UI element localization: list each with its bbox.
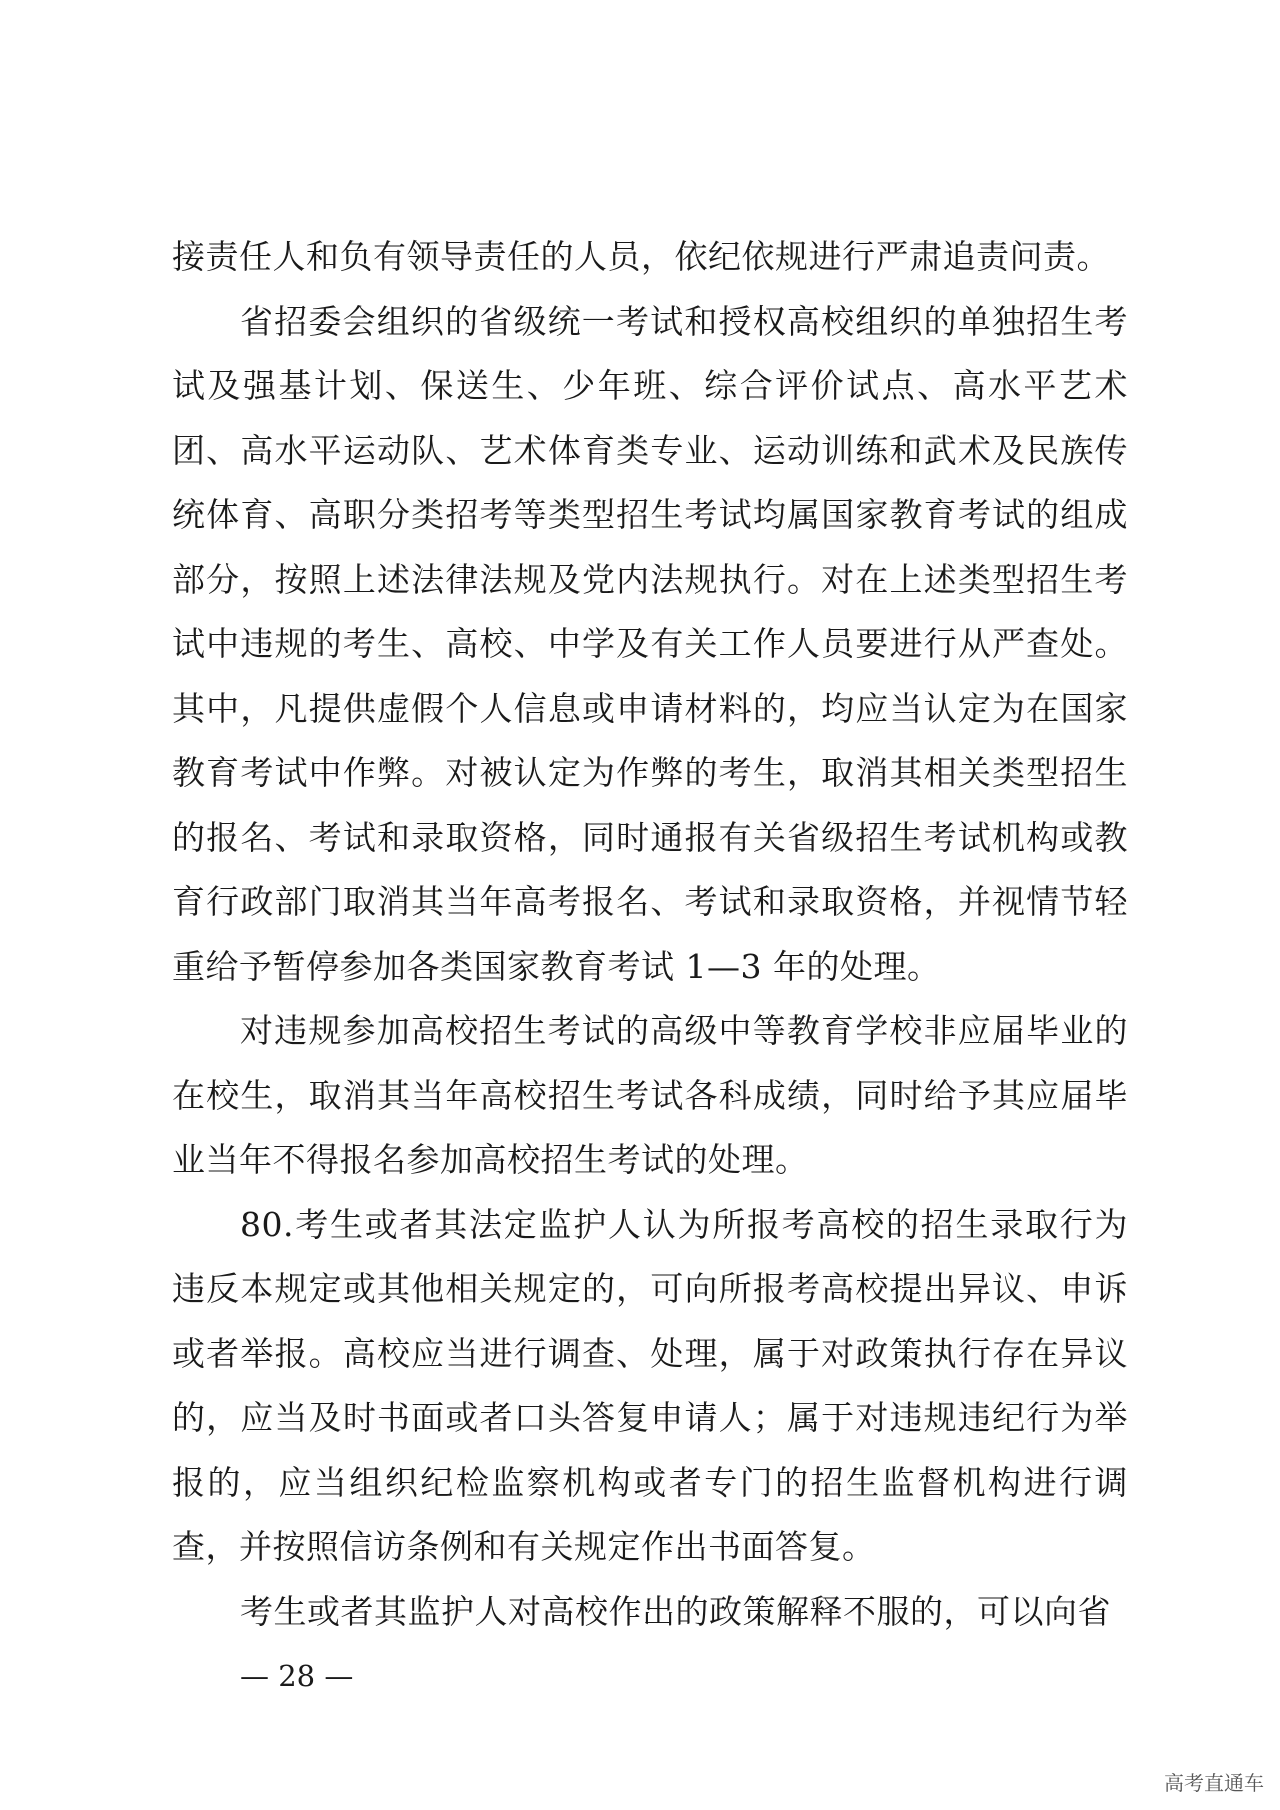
- paragraph: 接责任人和负有领导责任的人员，依纪依规进行严肃追责问责。: [172, 237, 1110, 276]
- paragraph: 80.考生或者其法定监护人认为所报考高校的招生录取行为违反本规定或其他相关规定的，可向所报考高校提出异议、申诉或者举报。高校应当进行调查、处理，属于对政策执行存在异议的，应当及时书面或者口头答复申请人；属于对违规违纪行为举报的，应当组织纪检监察机构或者专门的招生监督机构进行调查，并按照信访条例和有关规定作出书面答复。: [172, 1204, 1128, 1566]
- watermark: 高考直通车: [1164, 1771, 1264, 1795]
- paragraph: 对违规参加高校招生考试的高级中等教育学校非应届毕业的在校生，取消其当年高校招生考试各科成绩，同时给予其应届毕业当年不得报名参加高校招生考试的处理。: [172, 1011, 1128, 1179]
- paragraph: 省招委会组织的省级统一考试和授权高校组织的单独招生考试及强基计划、保送生、少年班、综合评价试点、高水平艺术团、高水平运动队、艺术体育类专业、运动训练和武术及民族传统体育、高职分类招考等类型招生考试均属国家教育考试的组成部分，按照上述法律法规及党内法规执行。对在上述类型招生考试中违规的考生、高校、中学及有关工作人员要进行从严查处。其中，凡提供虚假个人信息或申请材料的，均应当认定为在国家教育考试中作弊。对被认定为作弊的考生，取消其相关类型招生的报名、考试和录取资格，同时通报有关省级招生考试机构或教育行政部门取消其当年高考报名、考试和录取资格，并视情节轻重给予暂停参加各类国家教育考试 1—3 年的处理。: [172, 301, 1128, 986]
- document-body: [172, 225, 1128, 1644]
- page-number: — 28 —: [240, 1659, 354, 1693]
- paragraph: 考生或者其监护人对高校作出的政策解释不服的，可以向省: [240, 1591, 1111, 1631]
